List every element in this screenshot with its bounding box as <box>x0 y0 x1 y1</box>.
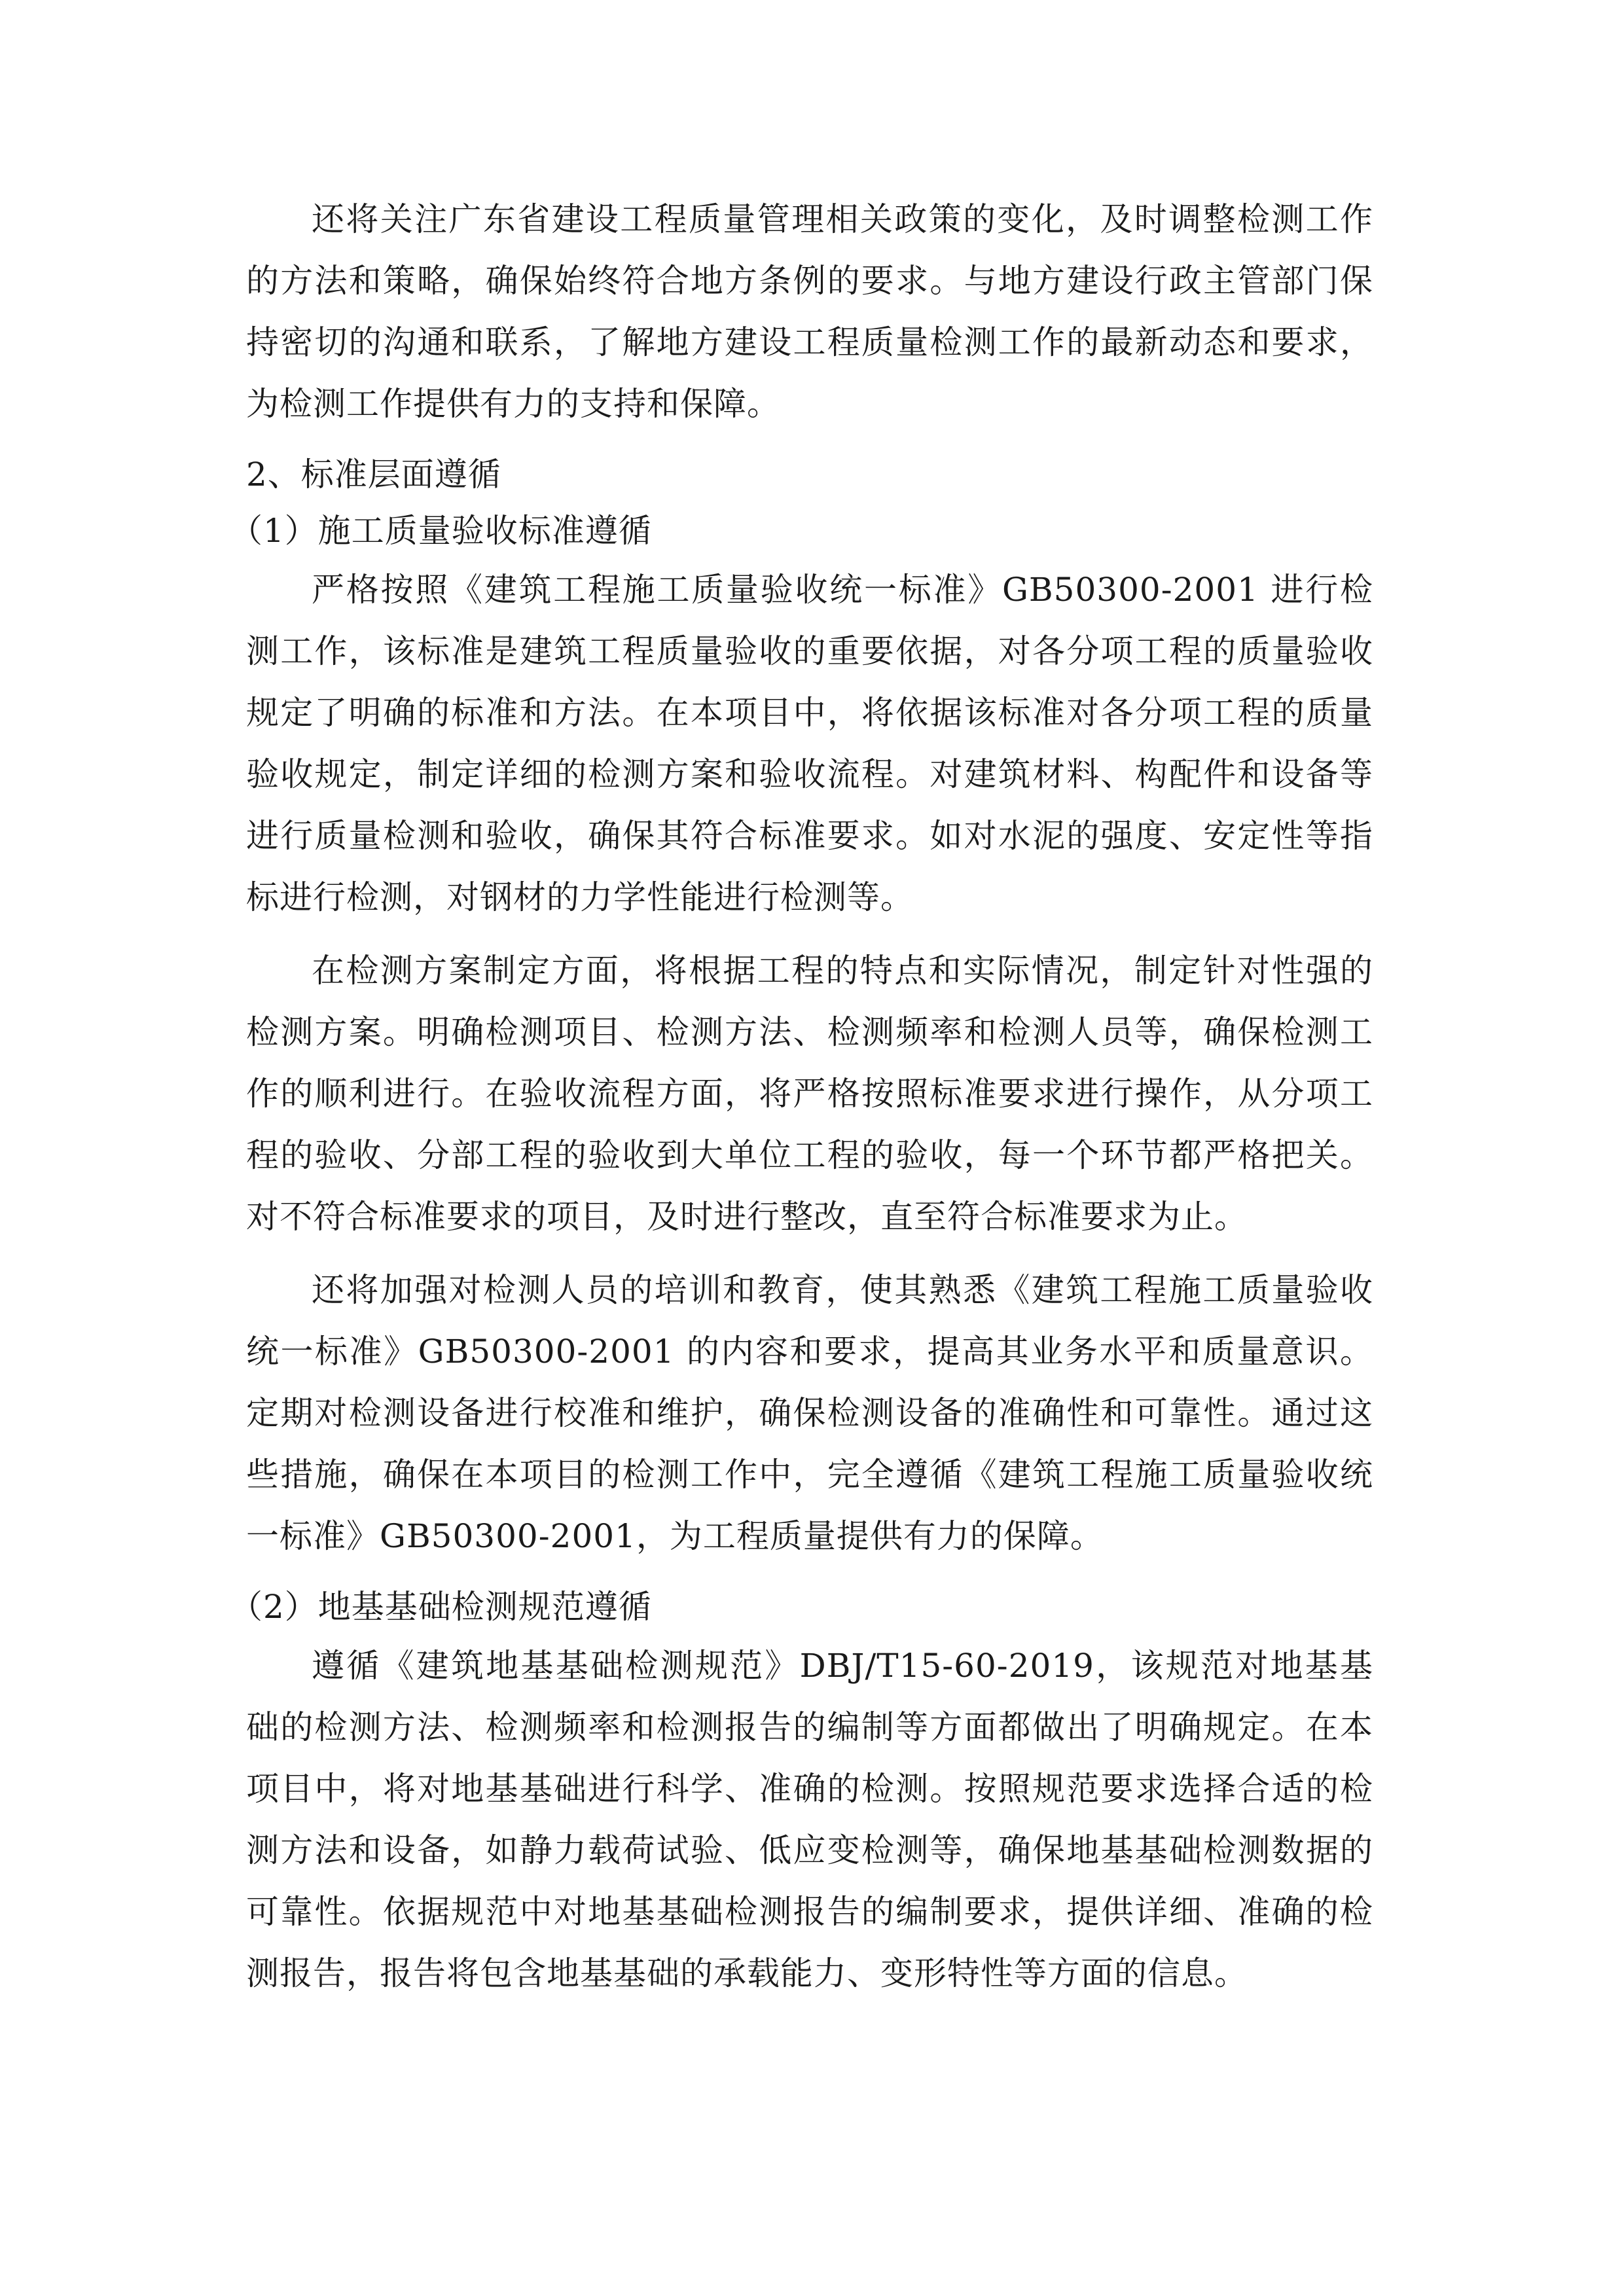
paragraph-policy-changes: 还将关注广东省建设工程质量管理相关政策的变化，及时调整检测工作的方法和策略，确保始终符合地方条例的要求。与地方建设行政主管部门保持密切的沟通和联系，了解地方建设工程质量检测工作的最新动态和要求，为检测工作提供有力的支持和保障。 <box>246 200 1373 423</box>
paragraph-gb50300: 严格按照《建筑工程施工质量验收统一标准》GB50300-2001 进行检测工作，该标准是建筑工程质量验收的重要依据，对各分项工程的质量验收规定了明确的标准和方法。在本项目中，将依据该标准对各分项工程的质量验收规定，制定详细的检测方案和验收流程。对建筑材料、构配件和设备等进行质量检测和验收，确保其符合标准要求。如对水泥的强度、安定性等指标进行检测，对钢材的力学性能进行检测等。 <box>246 571 1373 916</box>
document-body <box>230 188 1373 2016</box>
paragraph-foundation-spec: 遵循《建筑地基基础检测规范》DBJ/T15-60-2019，该规范对地基基础的检测方法、检测频率和检测报告的编制等方面都做出了明确规定。在本项目中，将对地基基础进行科学、准确的检测。按照规范要求选择合适的检测方法和设备，如静力载荷试验、低应变检测等，确保地基基础检测数据的可靠性。依据规范中对地基基础检测报告的编制要求，提供详细、准确的检测报告，报告将包含地基基础的承载能力、变形特性等方面的信息。 <box>246 1647 1373 1992</box>
subheading-foundation-testing: （2）地基基础检测规范遵循 <box>230 1588 652 1626</box>
section-heading-standards: 2、标准层面遵循 <box>246 456 501 493</box>
subheading-construction-acceptance: （1）施工质量验收标准遵循 <box>230 512 652 550</box>
paragraph-testing-plan: 在检测方案制定方面，将根据工程的特点和实际情况，制定针对性强的检测方案。明确检测项目、检测方法、检测频率和检测人员等，确保检测工作的顺利进行。在验收流程方面，将严格按照标准要求进行操作，从分项工程的验收、分部工程的验收到大单位工程的验收，每一个环节都严格把关。对不符合标准要求的项目，及时进行整改，直至符合标准要求为止。 <box>246 952 1373 1236</box>
paragraph-staff-training: 还将加强对检测人员的培训和教育，使其熟悉《建筑工程施工质量验收统一标准》GB50300-2001 的内容和要求，提高其业务水平和质量意识。定期对检测设备进行校准和维护，确保检测设备的准确性和可靠性。通过这些措施，确保在本项目的检测工作中，完全遵循《建筑工程施工质量验收统一标准》GB50300-2001，为工程质量提供有力的保障。 <box>246 1271 1373 1555</box>
